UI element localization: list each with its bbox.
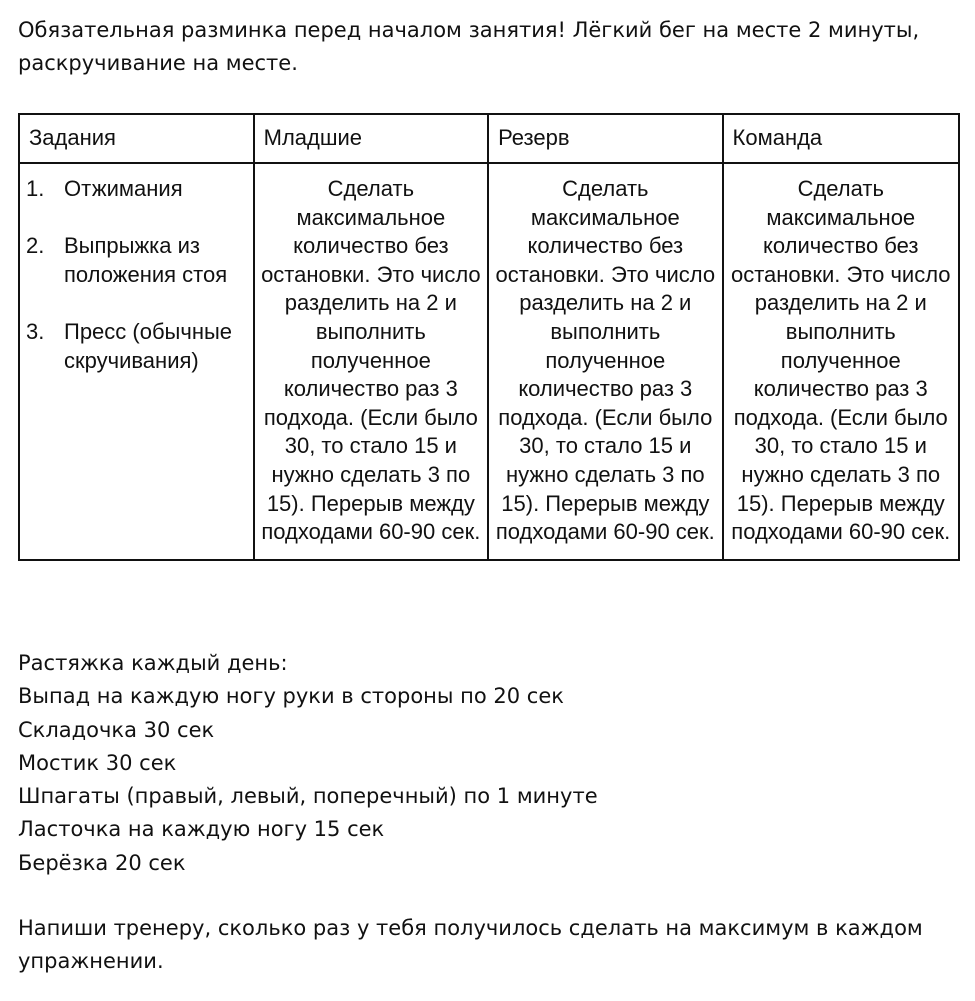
header-reserve: Резерв [488,114,722,163]
team-cell: Сделать максимальное количество без остановки. Это число разделить на 2 и выполнить полученное количество раз 3 подхода. (Если было 30, то стало 15 и нужно сделать 3 по 15). Перерыв между подходами 60-90 сек. [723,163,959,560]
header-juniors: Младшие [254,114,488,163]
intro-paragraph: Обязательная разминка перед началом занятия! Лёгкий бег на месте 2 минуты, раскручивание на месте. [18,18,920,75]
list-item [26,232,247,289]
task-text: Выпрыжка из положения стоя [64,233,228,287]
list-item: Берёзка 20 сек [18,850,186,875]
list-item [26,175,247,204]
tasks-cell [19,163,254,560]
list-item: Ласточка на каждую ногу 15 сек [18,817,385,842]
list-item: Шпагаты (правый, левый, поперечный) по 1 минуте [18,784,598,809]
header-team: Команда [723,114,959,163]
table-header-row [19,114,959,163]
task-text: Отжимания [64,176,183,201]
task-number: 2. [26,233,45,259]
list-item: Складочка 30 сек [18,717,215,742]
header-tasks: Задания [19,114,254,163]
list-item [26,318,247,375]
task-number: 1. [26,176,45,201]
reserve-cell: Сделать максимальное количество без остановки. Это число разделить на 2 и выполнить полученное количество раз 3 подхода. (Если было 30, то стало 15 и нужно сделать 3 по 15). Перерыв между подходами 60-90 сек. [488,163,722,560]
stretching-section [18,647,963,880]
juniors-cell: Сделать максимальное количество без остановки. Это число разделить на 2 и выполнить полученное количество раз 3 подхода. (Если было 30, то стало 15 и нужно сделать 3 по 15). Перерыв между подходами 60-90 сек. [254,163,488,560]
task-text: Пресс (обычные скручивания) [64,318,233,373]
stretching-title: Растяжка каждый день: [18,651,288,675]
task-list [26,175,247,375]
table-row [19,163,959,560]
list-item: Мостик 30 сек [18,750,177,775]
task-number: 3. [26,318,45,344]
training-table [18,113,960,561]
list-item: Выпад на каждую ногу руки в стороны по 20 сек [18,684,564,709]
outro-paragraph: Напиши тренеру, сколько раз у тебя получилось сделать на максимум в каждом упражнении. [18,916,923,973]
